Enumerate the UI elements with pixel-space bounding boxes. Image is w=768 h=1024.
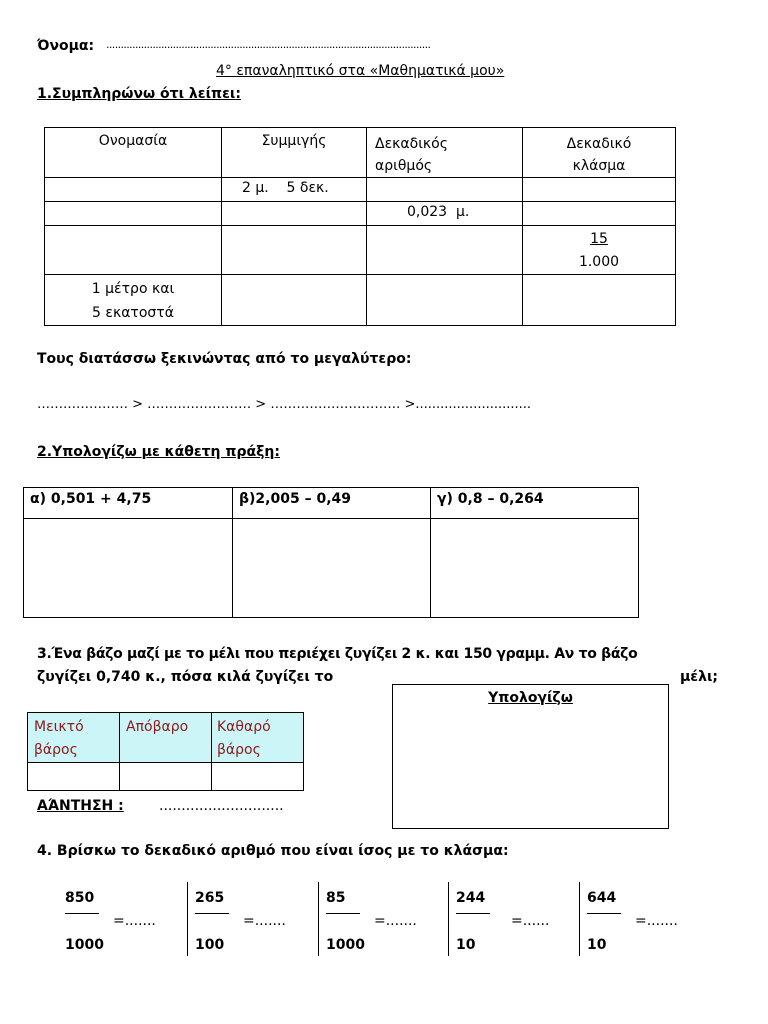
fraction-denominator: 10 [587,937,607,953]
cell-input[interactable] [523,275,676,326]
fraction-numerator: 265 [195,890,225,906]
ex4-heading: 4. Βρίσκω το δεκαδικό αριθμό που είναι ίσος με το κλάσμα: [37,843,509,859]
divider [318,882,319,956]
name-label: Όνομα: [37,38,95,54]
cell-input[interactable] [222,275,367,326]
op-a: α) 0,501 + 4,75 [24,488,233,519]
cell-input[interactable] [523,202,676,226]
cell-gross-input[interactable] [28,763,120,791]
fraction-numerator: 244 [456,890,486,906]
work-area-a[interactable] [24,519,233,618]
work-area-b[interactable] [233,519,431,618]
col-header-fraction: Δεκαδικό κλάσμα [523,128,676,178]
col-header-mixed: Συμμιγής [222,128,367,178]
cell-input[interactable] [367,178,523,202]
fraction-bar [65,913,99,914]
header-tare: Απόβαρο [120,713,212,763]
cell-input[interactable] [222,202,367,226]
ex3-line2a: ζυγίζει 0,740 κ., πόσα κιλά ζυγίζει το [37,669,334,685]
cell-name-value: 1 μέτρο και 5 εκατοστά [45,275,222,326]
header-net-weight: Καθαρό βάρος [212,713,304,763]
fraction-numerator: 85 [326,890,346,906]
ex3-line1: 3.Ένα βάζο μαζί με το μέλι που περιέχει ζυγίζει 2 κ. και 150 γραμμ. Αν το βάζο [37,646,638,662]
divider [187,882,188,956]
fraction-denominator: 1000 [326,937,365,953]
fraction-bar [326,913,360,914]
order-line[interactable]: ………………… > …………………… > ………………………… >............................ [37,397,532,412]
ex3-line2b: μέλι; [680,669,719,685]
cell-fraction-value: 15 1.000 [523,226,676,275]
order-instruction: Τους διατάσσω ξεκινώντας από το μεγαλύτερο: [37,351,412,367]
cell-input[interactable] [45,226,222,275]
calc-box[interactable] [392,684,669,829]
op-c: γ) 0,8 – 0,264 [431,488,639,519]
ex2-table [23,487,639,618]
fraction-answer[interactable]: =....... [635,913,678,929]
cell-tare-input[interactable] [120,763,212,791]
fraction-bar [456,913,490,914]
fraction-numerator: 644 [587,890,617,906]
cell-input[interactable] [45,178,222,202]
answer-label: ΑΆΝΤΗΣΗ : [37,798,124,814]
op-b: β)2,005 – 0,49 [233,488,431,519]
fraction-answer[interactable]: =....... [243,913,286,929]
cell-decimal-value: 0,023 μ. [367,202,523,226]
calc-title: Υπολογίζω [488,690,573,706]
page-title: 4° επαναληπτικό στα «Μαθηματικά μου» [216,63,505,79]
divider [448,882,449,956]
cell-input[interactable] [367,226,523,275]
header-gross-weight: Μεικτό βάρος [28,713,120,763]
cell-input[interactable] [45,202,222,226]
fraction-numerator: 850 [65,890,95,906]
fraction-bar [587,913,621,914]
fraction-denominator: 1000 [65,937,104,953]
col-header-decimal: Δεκαδικός αριθμός [367,128,523,178]
fraction-answer[interactable]: =....... [374,913,417,929]
fraction-bar [195,913,229,914]
col-header-name: Ονομασία [45,128,222,178]
ex1-table [44,127,676,326]
cell-input[interactable] [367,275,523,326]
cell-net-input[interactable] [212,763,304,791]
cell-input[interactable] [222,226,367,275]
ex1-heading: 1.Συμπληρώνω ότι λείπει: [37,86,241,102]
fraction-denominator: 10 [456,937,476,953]
weight-table [27,712,304,791]
fraction-answer[interactable]: =...... [511,913,550,929]
cell-mixed-value: 2 μ. 5 δεκ. [222,178,367,202]
name-dots: ................................................................................................................ [106,38,431,51]
work-area-c[interactable] [431,519,639,618]
cell-input[interactable] [523,178,676,202]
fraction-denominator: 100 [195,937,225,953]
answer-dots[interactable]: ............................ [159,798,284,814]
divider [579,882,580,956]
fraction-answer[interactable]: =....... [113,913,156,929]
ex2-heading: 2.Υπολογίζω με κάθετη πράξη: [37,444,280,460]
